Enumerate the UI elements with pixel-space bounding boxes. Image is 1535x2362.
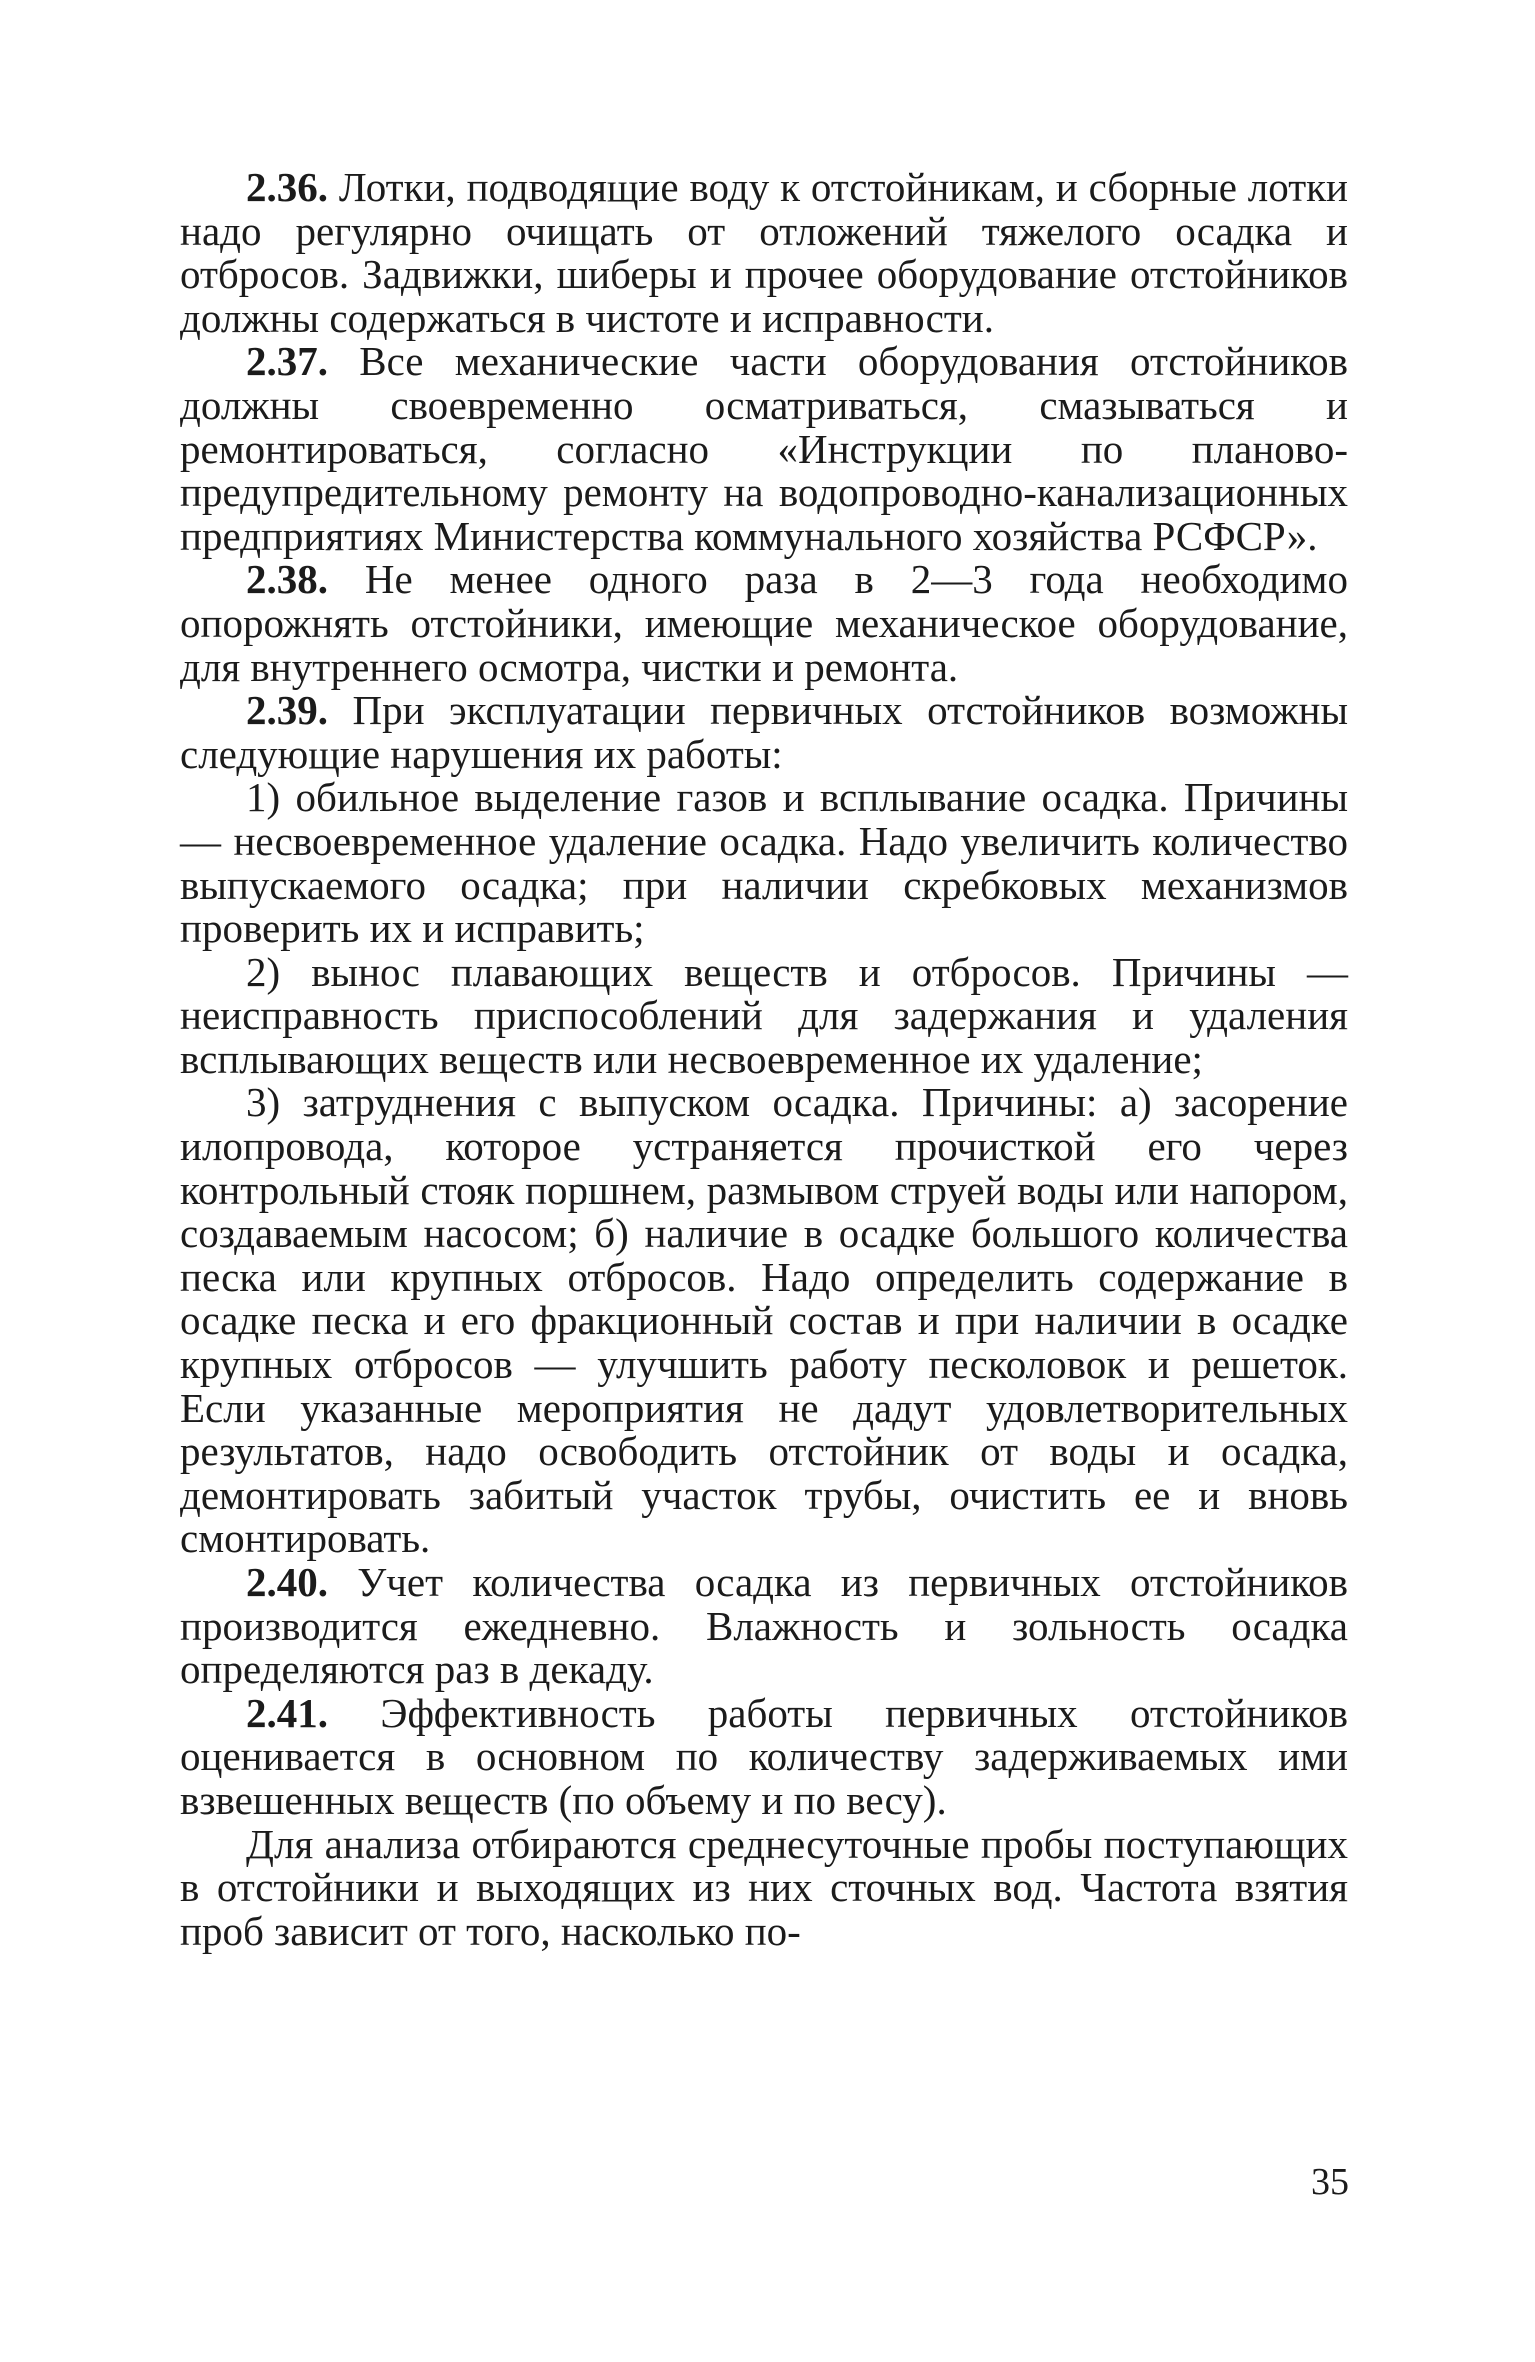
paragraph-number: 2.40. — [246, 1559, 328, 1605]
paragraph-text: Учет количества осадка из первичных отстойников производится ежедневно. Влажность и зольность осадка определяются раз в декаду. — [180, 1559, 1348, 1693]
paragraph-number: 2.37. — [246, 338, 328, 385]
paragraph-text: Эффективность работы первичных отстойников оценивается в основном по количеству задерживаемых ими взвешенных веществ (по объему и по весу). — [180, 1689, 1349, 1823]
list-item-1 — [180, 776, 1348, 950]
paragraph-number: 2.39. — [246, 687, 328, 734]
list-text: затруднения с выпуском осадка. Причины: а) засорение илопровода, которое устраняется прочисткой его через контрольный стояк поршнем, размывом струей воды или напором, создаваемым насосом; б) наличие в осадке большого количества песка или крупных отбросов. Надо определить содержание в осадке песка и его фракционный состав и при наличии в осадке крупных отбросов — улучшить работу песколовок и решеток. Если указанные мероприятия не дадут удовлетворительных результатов, надо освободить отстойник от воды и осадка, демонтировать забитый участок трубы, очистить ее и вновь смонтировать. — [180, 1079, 1349, 1562]
paragraph-text: Не менее одного раза в 2—3 года необходимо опорожнять отстойники, имеющие механическое оборудование, для внутреннего осмотра, чистки и ремонта. — [180, 556, 1348, 690]
paragraph-2-38 — [180, 558, 1348, 689]
paragraph-text: Для анализа отбираются среднесуточные пробы поступающих в отстойники и выходящих из них сточных вод. Частота взятия проб зависит от того, насколько по- — [180, 1820, 1348, 1954]
paragraph-text: Лотки, подводящие воду к отстойникам, и сборные лотки надо регулярно очищать от отложений тяжелого осадка и отбросов. Задвижки, шиберы и прочее оборудование отстойников должны содержаться в чистоте и исправности. — [180, 164, 1348, 341]
paragraph-2-41 — [180, 1689, 1349, 1823]
paragraph-2-36 — [180, 166, 1348, 340]
page-body — [180, 166, 1348, 1953]
paragraph-analysis — [180, 1820, 1348, 1954]
list-item-2 — [180, 948, 1348, 1082]
paragraph-number: 2.41. — [246, 1689, 328, 1736]
paragraph-2-40 — [180, 1561, 1348, 1692]
paragraph-number: 2.38. — [246, 556, 328, 603]
list-number: 2) — [246, 948, 281, 995]
list-item-3 — [180, 1081, 1348, 1561]
paragraph-2-37 — [180, 340, 1348, 558]
page-number: 35 — [1311, 2161, 1349, 2203]
list-text: обильное выделение газов и всплывание осадка. Причины — несвоевременное удаление осадка. Надо увеличить количество выпускаемого осадка; при наличии скребковых механизмов проверить их и исправить; — [180, 774, 1348, 952]
paragraph-2-39 — [180, 689, 1348, 776]
paragraph-number: 2.36. — [246, 164, 328, 210]
paragraph-text: Все механические части оборудования отстойников должны своевременно осматриваться, смазываться и ремонтироваться, согласно «Инструкции по планово-предупредительному ремонту на водопроводно-канализационных предприятиях Министерства коммунального хозяйства РСФСР». — [180, 338, 1348, 559]
paragraph-text: При эксплуатации первичных отстойников возможны следующие нарушения их работы: — [180, 687, 1349, 777]
list-text: вынос плавающих веществ и отбросов. Причины — неисправность приспособлений для задержания и удаления всплывающих веществ или несвоевременное их удаление; — [180, 948, 1348, 1082]
list-number: 1) — [246, 774, 281, 821]
list-number: 3) — [246, 1079, 281, 1126]
